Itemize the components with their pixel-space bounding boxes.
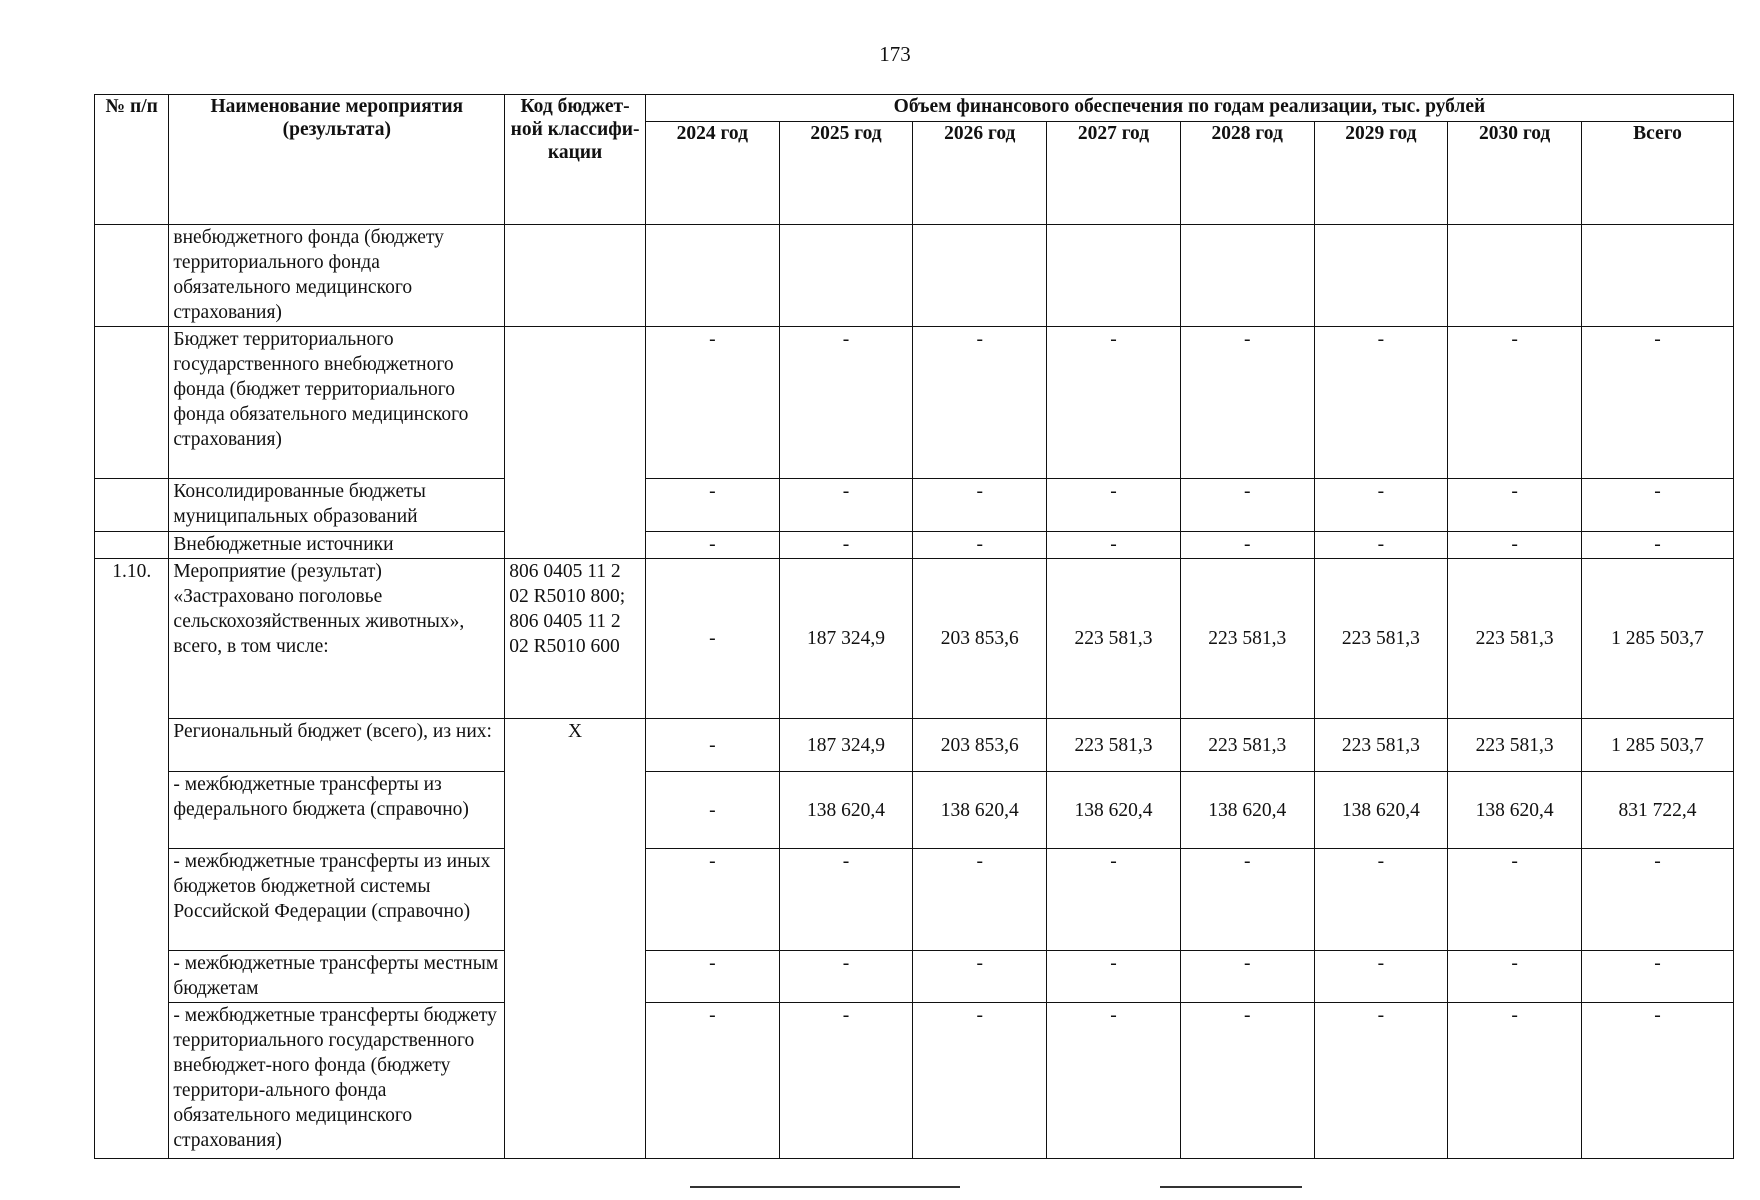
cell-2026: 138 620,4	[913, 772, 1047, 849]
cell-total: -	[1581, 951, 1733, 1003]
row-code	[505, 225, 646, 327]
cell-2028: -	[1180, 951, 1314, 1003]
cell-2025: -	[779, 1003, 913, 1159]
footer-line-left	[690, 1186, 960, 1188]
cell-total: 1 285 503,7	[1581, 719, 1733, 772]
cell-total: -	[1581, 479, 1733, 532]
header-year-2024: 2024 год	[645, 122, 779, 225]
cell-total: -	[1581, 1003, 1733, 1159]
table-row	[95, 849, 1734, 951]
cell-total: -	[1581, 849, 1733, 951]
cell-2027: -	[1047, 951, 1181, 1003]
footer-line-right	[1160, 1186, 1302, 1188]
cell-2024: -	[645, 719, 779, 772]
table-row	[95, 559, 1734, 719]
cell-2029	[1314, 225, 1448, 327]
cell-2025: -	[779, 327, 913, 479]
cell-2029: 138 620,4	[1314, 772, 1448, 849]
row-num: 1.10.	[95, 559, 169, 1159]
cell-2027: 223 581,3	[1047, 559, 1181, 719]
cell-2026: -	[913, 327, 1047, 479]
row-code: Х	[505, 719, 646, 1159]
cell-2025: -	[779, 849, 913, 951]
row-name: внебюджетного фонда (бюджету территориального фонда обязательного медицинского страхования)	[169, 225, 505, 327]
cell-2024	[645, 225, 779, 327]
cell-2024: -	[645, 479, 779, 532]
table-row	[95, 719, 1734, 772]
row-name: - межбюджетные трансферты из иных бюджетов бюджетной системы Российской Федерации (справочно)	[169, 849, 505, 951]
cell-2024: -	[645, 772, 779, 849]
table-row	[95, 532, 1734, 559]
cell-2026: -	[913, 849, 1047, 951]
cell-2028: 223 581,3	[1180, 719, 1314, 772]
cell-2030: -	[1448, 327, 1582, 479]
cell-total: 831 722,4	[1581, 772, 1733, 849]
cell-2027	[1047, 225, 1181, 327]
cell-2027: -	[1047, 849, 1181, 951]
cell-2029: -	[1314, 327, 1448, 479]
cell-2030: 138 620,4	[1448, 772, 1582, 849]
cell-2028: 223 581,3	[1180, 559, 1314, 719]
row-num	[95, 532, 169, 559]
cell-2030	[1448, 225, 1582, 327]
cell-2027: -	[1047, 532, 1181, 559]
row-name: - межбюджетные трансферты из федерального бюджета (справочно)	[169, 772, 505, 849]
cell-2026: 203 853,6	[913, 559, 1047, 719]
cell-2028: -	[1180, 1003, 1314, 1159]
page-number: 173	[879, 42, 911, 66]
table-row	[95, 327, 1734, 479]
table-row	[95, 479, 1734, 532]
cell-2026: -	[913, 951, 1047, 1003]
cell-2027: -	[1047, 327, 1181, 479]
cell-2024: -	[645, 951, 779, 1003]
table-row	[95, 1003, 1734, 1159]
cell-2028	[1180, 225, 1314, 327]
cell-2024: -	[645, 849, 779, 951]
cell-2028: -	[1180, 327, 1314, 479]
cell-2030: -	[1448, 479, 1582, 532]
cell-2024: -	[645, 327, 779, 479]
cell-2025: 187 324,9	[779, 559, 913, 719]
cell-2026: -	[913, 479, 1047, 532]
cell-2030: -	[1448, 849, 1582, 951]
row-num	[95, 479, 169, 532]
row-name: - межбюджетные трансферты бюджету территориального государственного внебюджет-ного фонда (бюджету территори-ального фонда обязательного медицинского страхования)	[169, 1003, 505, 1159]
table-row	[95, 772, 1734, 849]
row-code: 806 0405 11 2 02 R5010 800; 806 0405 11 2 02 R5010 600	[505, 559, 646, 719]
cell-2024: -	[645, 532, 779, 559]
header-year-2027: 2027 год	[1047, 122, 1181, 225]
table-row	[95, 951, 1734, 1003]
cell-2027: 223 581,3	[1047, 719, 1181, 772]
cell-2029: -	[1314, 532, 1448, 559]
cell-2026: 203 853,6	[913, 719, 1047, 772]
header-year-2030: 2030 год	[1448, 122, 1582, 225]
header-num: № п/п	[95, 95, 169, 225]
table-row	[95, 225, 1734, 327]
cell-2028: -	[1180, 532, 1314, 559]
row-name: Мероприятие (результат) «Застраховано поголовье сельскохозяйственных животных», всего, в том числе:	[169, 559, 505, 719]
cell-2027: -	[1047, 479, 1181, 532]
cell-total: -	[1581, 327, 1733, 479]
cell-total: -	[1581, 532, 1733, 559]
header-code: Код бюджет-ной классифи-кации	[505, 95, 646, 225]
cell-2029: -	[1314, 1003, 1448, 1159]
cell-2029: 223 581,3	[1314, 719, 1448, 772]
cell-2024: -	[645, 1003, 779, 1159]
cell-2025: -	[779, 951, 913, 1003]
cell-2030: 223 581,3	[1448, 559, 1582, 719]
row-name: Внебюджетные источники	[169, 532, 505, 559]
cell-2025: -	[779, 532, 913, 559]
cell-2029: 223 581,3	[1314, 559, 1448, 719]
header-year-2026: 2026 год	[913, 122, 1047, 225]
cell-2026	[913, 225, 1047, 327]
cell-2029: -	[1314, 479, 1448, 532]
header-volume: Объем финансового обеспечения по годам реализации, тыс. рублей	[645, 95, 1733, 122]
row-num	[95, 225, 169, 327]
header-year-2029: 2029 год	[1314, 122, 1448, 225]
header-year-2025: 2025 год	[779, 122, 913, 225]
cell-2026: -	[913, 1003, 1047, 1159]
financing-table	[94, 94, 1734, 1159]
cell-2028: 138 620,4	[1180, 772, 1314, 849]
cell-total	[1581, 225, 1733, 327]
cell-2025	[779, 225, 913, 327]
row-name: Региональный бюджет (всего), из них:	[169, 719, 505, 772]
row-num	[95, 327, 169, 479]
header-name: Наименование мероприятия (результата)	[169, 95, 505, 225]
cell-2025: 138 620,4	[779, 772, 913, 849]
row-name: Бюджет территориального государственного внебюджетного фонда (бюджет территориального фонда обязательного медицинского страхования)	[169, 327, 505, 479]
cell-total: 1 285 503,7	[1581, 559, 1733, 719]
cell-2026: -	[913, 532, 1047, 559]
cell-2030: -	[1448, 532, 1582, 559]
row-name: Консолидированные бюджеты муниципальных образований	[169, 479, 505, 532]
cell-2029: -	[1314, 951, 1448, 1003]
cell-2028: -	[1180, 849, 1314, 951]
cell-2028: -	[1180, 479, 1314, 532]
cell-2030: 223 581,3	[1448, 719, 1582, 772]
row-code	[505, 327, 646, 559]
cell-2027: 138 620,4	[1047, 772, 1181, 849]
cell-2030: -	[1448, 1003, 1582, 1159]
header-total: Всего	[1581, 122, 1733, 225]
cell-2024: -	[645, 559, 779, 719]
header-year-2028: 2028 год	[1180, 122, 1314, 225]
cell-2030: -	[1448, 951, 1582, 1003]
cell-2027: -	[1047, 1003, 1181, 1159]
cell-2025: -	[779, 479, 913, 532]
row-name: - межбюджетные трансферты местным бюджетам	[169, 951, 505, 1003]
cell-2025: 187 324,9	[779, 719, 913, 772]
cell-2029: -	[1314, 849, 1448, 951]
